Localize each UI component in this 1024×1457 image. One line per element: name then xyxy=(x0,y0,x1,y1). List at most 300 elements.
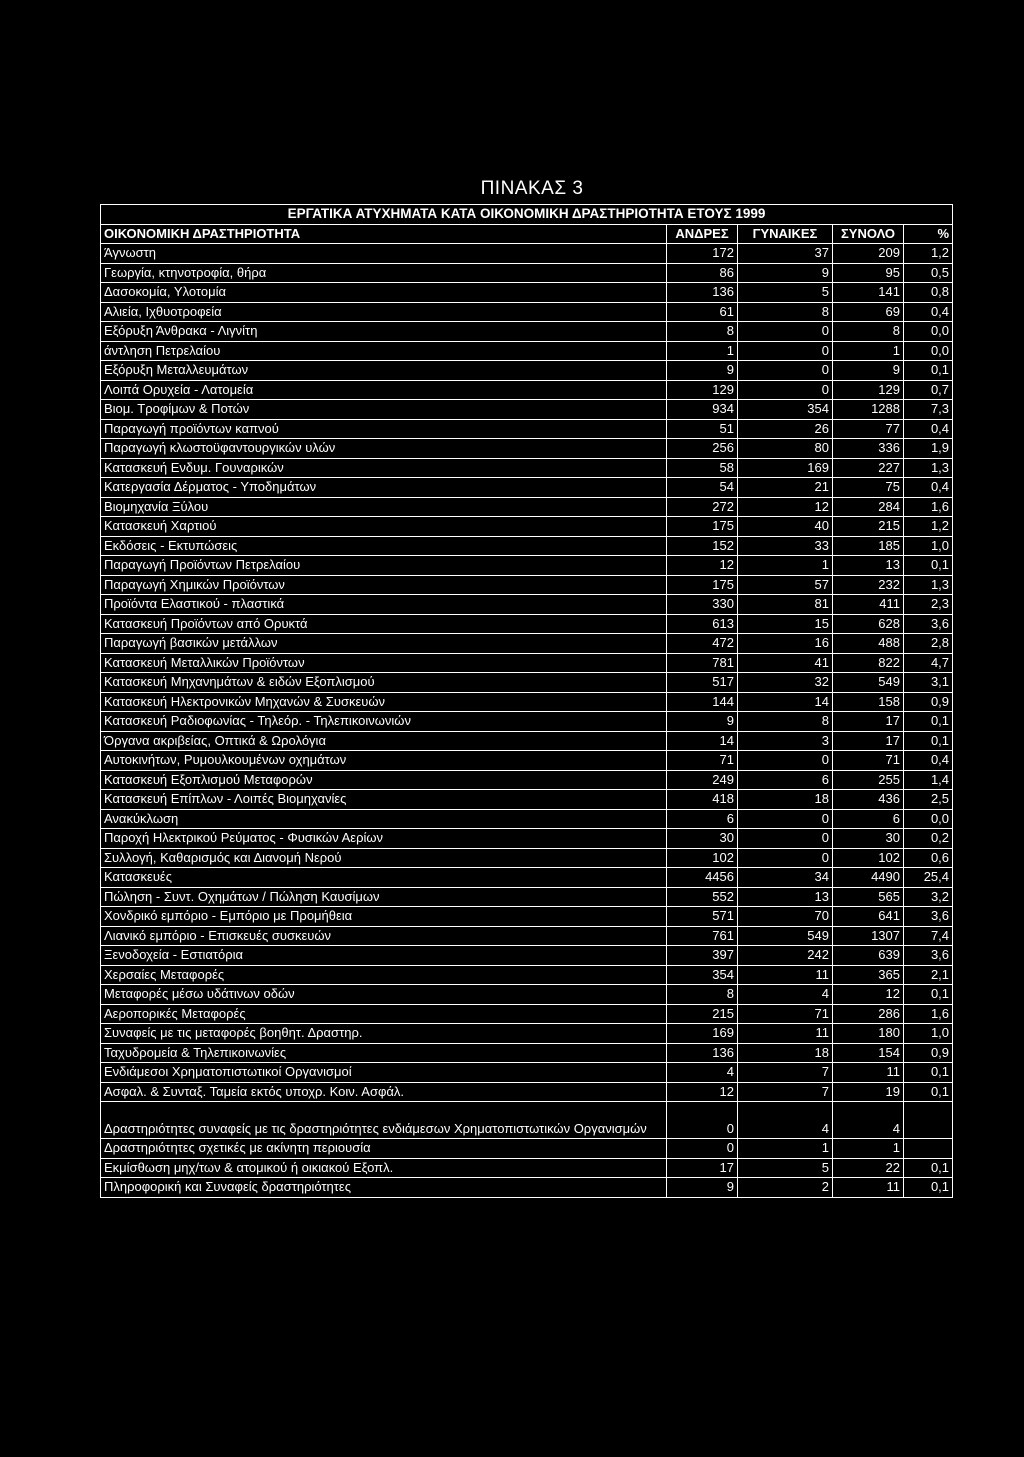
men-cell: 58 xyxy=(667,458,738,478)
activity-cell: Άγνωστη xyxy=(101,244,667,264)
percent-cell: 0,1 xyxy=(904,361,953,381)
total-cell: 17 xyxy=(833,712,904,732)
total-cell: 336 xyxy=(833,439,904,459)
total-cell: 628 xyxy=(833,614,904,634)
women-cell: 11 xyxy=(738,1024,833,1044)
total-cell: 71 xyxy=(833,751,904,771)
activity-cell: Κατασκευή Ηλεκτρονικών Μηχανών & Συσκευών xyxy=(101,692,667,712)
women-cell: 26 xyxy=(738,419,833,439)
men-cell: 249 xyxy=(667,770,738,790)
percent-cell: 0,1 xyxy=(904,556,953,576)
table-row xyxy=(101,341,953,361)
men-cell: 0 xyxy=(667,1102,738,1139)
percent-cell: 0,1 xyxy=(904,1082,953,1102)
activity-cell: Κατασκευή Εξοπλισμού Μεταφορών xyxy=(101,770,667,790)
activity-cell: Εκδόσεις - Εκτυπώσεις xyxy=(101,536,667,556)
percent-cell xyxy=(904,1139,953,1159)
percent-cell: 0,4 xyxy=(904,302,953,322)
percent-cell: 1,2 xyxy=(904,517,953,537)
activity-cell: Πώληση - Συντ. Οχημάτων / Πώληση Καυσίμων xyxy=(101,887,667,907)
table-row xyxy=(101,614,953,634)
activity-cell: Συναφείς με τις μεταφορές βοηθητ. Δραστηρ. xyxy=(101,1024,667,1044)
table-row xyxy=(101,478,953,498)
activity-cell: Γεωργία, κτηνοτροφία, θήρα xyxy=(101,263,667,283)
activity-cell: Παραγωγή βασικών μετάλλων xyxy=(101,634,667,654)
percent-cell: 0,0 xyxy=(904,809,953,829)
men-cell: 552 xyxy=(667,887,738,907)
men-cell: 8 xyxy=(667,985,738,1005)
activity-cell: Αλιεία, Ιχθυοτροφεία xyxy=(101,302,667,322)
table-row xyxy=(101,751,953,771)
total-cell: 30 xyxy=(833,829,904,849)
percent-cell: 3,6 xyxy=(904,946,953,966)
activity-cell: Αεροπορικές Μεταφορές xyxy=(101,1004,667,1024)
men-cell: 272 xyxy=(667,497,738,517)
women-cell: 14 xyxy=(738,692,833,712)
total-cell: 11 xyxy=(833,1178,904,1198)
percent-cell: 0,1 xyxy=(904,712,953,732)
women-cell: 242 xyxy=(738,946,833,966)
percent-cell: 4,7 xyxy=(904,653,953,673)
table-row xyxy=(101,595,953,615)
activity-cell: Προϊόντα Ελαστικού - πλαστικά xyxy=(101,595,667,615)
table-row xyxy=(101,302,953,322)
header-total: ΣΥΝΟΛΟ xyxy=(833,224,904,244)
total-cell: 549 xyxy=(833,673,904,693)
percent-cell: 0,0 xyxy=(904,341,953,361)
total-cell: 75 xyxy=(833,478,904,498)
activity-cell: Κατασκευή Χαρτιού xyxy=(101,517,667,537)
men-cell: 102 xyxy=(667,848,738,868)
table-row xyxy=(101,439,953,459)
women-cell: 0 xyxy=(738,809,833,829)
men-cell: 418 xyxy=(667,790,738,810)
women-cell: 33 xyxy=(738,536,833,556)
men-cell: 12 xyxy=(667,556,738,576)
men-cell: 9 xyxy=(667,712,738,732)
men-cell: 9 xyxy=(667,361,738,381)
table-row xyxy=(101,790,953,810)
total-cell: 1288 xyxy=(833,400,904,420)
table-row xyxy=(101,673,953,693)
women-cell: 169 xyxy=(738,458,833,478)
total-cell: 4 xyxy=(833,1102,904,1139)
women-cell: 9 xyxy=(738,263,833,283)
women-cell: 7 xyxy=(738,1082,833,1102)
table-row xyxy=(101,712,953,732)
table-row xyxy=(101,946,953,966)
total-cell: 102 xyxy=(833,848,904,868)
total-cell: 365 xyxy=(833,965,904,985)
table-row xyxy=(101,653,953,673)
women-cell: 6 xyxy=(738,770,833,790)
total-cell: 488 xyxy=(833,634,904,654)
total-cell: 822 xyxy=(833,653,904,673)
table-row xyxy=(101,965,953,985)
table-row xyxy=(101,536,953,556)
men-cell: 934 xyxy=(667,400,738,420)
total-cell: 286 xyxy=(833,1004,904,1024)
table-header-row xyxy=(101,224,953,244)
activity-cell: Κατεργασία Δέρματος - Υποδημάτων xyxy=(101,478,667,498)
women-cell: 8 xyxy=(738,712,833,732)
women-cell: 5 xyxy=(738,1158,833,1178)
women-cell: 1 xyxy=(738,1139,833,1159)
total-cell: 154 xyxy=(833,1043,904,1063)
total-cell: 1 xyxy=(833,341,904,361)
women-cell: 80 xyxy=(738,439,833,459)
percent-cell: 1,3 xyxy=(904,575,953,595)
activity-cell: Παραγωγή προϊόντων καπνού xyxy=(101,419,667,439)
percent-cell: 7,3 xyxy=(904,400,953,420)
women-cell: 2 xyxy=(738,1178,833,1198)
men-cell: 1 xyxy=(667,341,738,361)
total-cell: 158 xyxy=(833,692,904,712)
percent-cell: 0,1 xyxy=(904,1178,953,1198)
men-cell: 12 xyxy=(667,1082,738,1102)
table-row xyxy=(101,517,953,537)
percent-cell: 0,4 xyxy=(904,478,953,498)
percent-cell: 0,0 xyxy=(904,322,953,342)
percent-cell: 3,1 xyxy=(904,673,953,693)
total-cell: 13 xyxy=(833,556,904,576)
total-cell: 129 xyxy=(833,380,904,400)
total-cell: 141 xyxy=(833,283,904,303)
men-cell: 136 xyxy=(667,283,738,303)
men-cell: 517 xyxy=(667,673,738,693)
activity-cell: Κατασκευές xyxy=(101,868,667,888)
activity-cell: Κατασκευή Μεταλλικών Προϊόντων xyxy=(101,653,667,673)
total-cell: 22 xyxy=(833,1158,904,1178)
accidents-table xyxy=(100,204,953,1198)
men-cell: 175 xyxy=(667,575,738,595)
table-row xyxy=(101,907,953,927)
activity-cell: Κατασκευή Ενδυμ. Γουναρικών xyxy=(101,458,667,478)
activity-cell: άντληση Πετρελαίου xyxy=(101,341,667,361)
header-percent: % xyxy=(904,224,953,244)
women-cell: 8 xyxy=(738,302,833,322)
men-cell: 613 xyxy=(667,614,738,634)
percent-cell: 3,2 xyxy=(904,887,953,907)
women-cell: 4 xyxy=(738,1102,833,1139)
total-cell: 565 xyxy=(833,887,904,907)
total-cell: 95 xyxy=(833,263,904,283)
table-row xyxy=(101,809,953,829)
activity-cell: Δραστηριότητες συναφείς με τις δραστηριότητες ενδιάμεσων Χρηματοπιστωτικών Οργανισμών xyxy=(101,1102,667,1139)
percent-cell: 0,1 xyxy=(904,1063,953,1083)
percent-cell: 2,1 xyxy=(904,965,953,985)
women-cell: 7 xyxy=(738,1063,833,1083)
activity-cell: Παραγωγή Προϊόντων Πετρελαίου xyxy=(101,556,667,576)
table-row xyxy=(101,770,953,790)
men-cell: 152 xyxy=(667,536,738,556)
percent-cell: 0,5 xyxy=(904,263,953,283)
total-cell: 12 xyxy=(833,985,904,1005)
table-body xyxy=(101,244,953,1198)
percent-cell: 1,2 xyxy=(904,244,953,264)
percent-cell: 2,5 xyxy=(904,790,953,810)
women-cell: 11 xyxy=(738,965,833,985)
activity-cell: Αυτοκινήτων, Ρυμουλκουμένων οχημάτων xyxy=(101,751,667,771)
men-cell: 61 xyxy=(667,302,738,322)
percent-cell: 0,4 xyxy=(904,419,953,439)
table-row xyxy=(101,887,953,907)
total-cell: 69 xyxy=(833,302,904,322)
table-row xyxy=(101,829,953,849)
activity-cell: Ανακύκλωση xyxy=(101,809,667,829)
percent-cell: 1,6 xyxy=(904,497,953,517)
men-cell: 136 xyxy=(667,1043,738,1063)
women-cell: 12 xyxy=(738,497,833,517)
total-cell: 411 xyxy=(833,595,904,615)
percent-cell: 1,0 xyxy=(904,1024,953,1044)
women-cell: 32 xyxy=(738,673,833,693)
women-cell: 41 xyxy=(738,653,833,673)
total-cell: 227 xyxy=(833,458,904,478)
percent-cell: 1,9 xyxy=(904,439,953,459)
men-cell: 215 xyxy=(667,1004,738,1024)
men-cell: 8 xyxy=(667,322,738,342)
activity-cell: Όργανα ακριβείας, Οπτικά & Ωρολόγια xyxy=(101,731,667,751)
percent-cell: 2,3 xyxy=(904,595,953,615)
women-cell: 13 xyxy=(738,887,833,907)
women-cell: 0 xyxy=(738,848,833,868)
women-cell: 5 xyxy=(738,283,833,303)
activity-cell: Πληροφορική και Συναφείς δραστηριότητες xyxy=(101,1178,667,1198)
women-cell: 549 xyxy=(738,926,833,946)
women-cell: 81 xyxy=(738,595,833,615)
men-cell: 761 xyxy=(667,926,738,946)
activity-cell: Κατασκευή Επίπλων - Λοιπές Βιομηχανίες xyxy=(101,790,667,810)
table-row xyxy=(101,400,953,420)
total-cell: 215 xyxy=(833,517,904,537)
activity-cell: Λιανικό εμπόριο - Επισκευές συσκευών xyxy=(101,926,667,946)
women-cell: 0 xyxy=(738,322,833,342)
total-cell: 17 xyxy=(833,731,904,751)
table-row xyxy=(101,1063,953,1083)
activity-cell: Εξόρυξη Άνθρακα - Λιγνίτη xyxy=(101,322,667,342)
total-cell: 436 xyxy=(833,790,904,810)
women-cell: 70 xyxy=(738,907,833,927)
table-row xyxy=(101,361,953,381)
activity-cell: Συλλογή, Καθαρισμός και Διανομή Νερού xyxy=(101,848,667,868)
activity-cell: Χονδρικό εμπόριο - Εμπόριο με Προμήθεια xyxy=(101,907,667,927)
men-cell: 0 xyxy=(667,1139,738,1159)
percent-cell: 0,2 xyxy=(904,829,953,849)
men-cell: 9 xyxy=(667,1178,738,1198)
men-cell: 86 xyxy=(667,263,738,283)
men-cell: 256 xyxy=(667,439,738,459)
women-cell: 40 xyxy=(738,517,833,537)
percent-cell: 0,6 xyxy=(904,848,953,868)
activity-cell: Ξενοδοχεία - Εστιατόρια xyxy=(101,946,667,966)
table-row xyxy=(101,731,953,751)
percent-cell: 0,4 xyxy=(904,751,953,771)
table-row xyxy=(101,244,953,264)
percent-cell: 0,1 xyxy=(904,1158,953,1178)
men-cell: 30 xyxy=(667,829,738,849)
activity-cell: Παραγωγή Χημικών Προϊόντων xyxy=(101,575,667,595)
table-row xyxy=(101,634,953,654)
percent-cell: 3,6 xyxy=(904,907,953,927)
men-cell: 14 xyxy=(667,731,738,751)
women-cell: 21 xyxy=(738,478,833,498)
percent-cell: 0,1 xyxy=(904,731,953,751)
percent-cell: 1,6 xyxy=(904,1004,953,1024)
men-cell: 354 xyxy=(667,965,738,985)
activity-cell: Εκμίσθωση μηχ/των & ατομικού ή οικιακού Εξοπλ. xyxy=(101,1158,667,1178)
women-cell: 34 xyxy=(738,868,833,888)
activity-cell: Χερσαίες Μεταφορές xyxy=(101,965,667,985)
women-cell: 18 xyxy=(738,1043,833,1063)
table-row xyxy=(101,1102,953,1139)
percent-cell: 0,7 xyxy=(904,380,953,400)
activity-cell: Κατασκευή Ραδιοφωνίας - Τηλεόρ. - Τηλεπικοινωνιών xyxy=(101,712,667,732)
men-cell: 51 xyxy=(667,419,738,439)
table-row xyxy=(101,1004,953,1024)
women-cell: 4 xyxy=(738,985,833,1005)
table-row xyxy=(101,1158,953,1178)
total-cell: 6 xyxy=(833,809,904,829)
total-cell: 77 xyxy=(833,419,904,439)
activity-cell: Εξόρυξη Μεταλλευμάτων xyxy=(101,361,667,381)
table-row xyxy=(101,458,953,478)
table-row xyxy=(101,692,953,712)
men-cell: 4456 xyxy=(667,868,738,888)
percent-cell: 7,4 xyxy=(904,926,953,946)
women-cell: 37 xyxy=(738,244,833,264)
percent-cell: 0,8 xyxy=(904,283,953,303)
table-row xyxy=(101,1043,953,1063)
table-row xyxy=(101,283,953,303)
men-cell: 17 xyxy=(667,1158,738,1178)
table-row xyxy=(101,1178,953,1198)
percent-cell: 0,1 xyxy=(904,985,953,1005)
men-cell: 129 xyxy=(667,380,738,400)
men-cell: 6 xyxy=(667,809,738,829)
total-cell: 1307 xyxy=(833,926,904,946)
activity-cell: Βιομ. Τροφίμων & Ποτών xyxy=(101,400,667,420)
women-cell: 0 xyxy=(738,361,833,381)
table-row xyxy=(101,1139,953,1159)
women-cell: 15 xyxy=(738,614,833,634)
total-cell: 1 xyxy=(833,1139,904,1159)
table-row xyxy=(101,926,953,946)
women-cell: 354 xyxy=(738,400,833,420)
header-activity: ΟΙΚΟΝΟΜΙΚΗ ΔΡΑΣΤΗΡΙΟΤΗΤΑ xyxy=(101,224,667,244)
table-row xyxy=(101,575,953,595)
activity-cell: Μεταφορές μέσω υδάτινων οδών xyxy=(101,985,667,1005)
men-cell: 169 xyxy=(667,1024,738,1044)
women-cell: 57 xyxy=(738,575,833,595)
percent-cell xyxy=(904,1102,953,1139)
percent-cell: 2,8 xyxy=(904,634,953,654)
activity-cell: Βιομηχανία Ξύλου xyxy=(101,497,667,517)
activity-cell: Λοιπά Ορυχεία - Λατομεία xyxy=(101,380,667,400)
total-cell: 284 xyxy=(833,497,904,517)
men-cell: 571 xyxy=(667,907,738,927)
header-men: ΑΝΔΡΕΣ xyxy=(667,224,738,244)
activity-cell: Ταχυδρομεία & Τηλεπικοινωνίες xyxy=(101,1043,667,1063)
table-row xyxy=(101,419,953,439)
men-cell: 175 xyxy=(667,517,738,537)
women-cell: 18 xyxy=(738,790,833,810)
men-cell: 144 xyxy=(667,692,738,712)
women-cell: 71 xyxy=(738,1004,833,1024)
total-cell: 639 xyxy=(833,946,904,966)
total-cell: 232 xyxy=(833,575,904,595)
total-cell: 4490 xyxy=(833,868,904,888)
percent-cell: 25,4 xyxy=(904,868,953,888)
total-cell: 8 xyxy=(833,322,904,342)
table-row xyxy=(101,380,953,400)
men-cell: 172 xyxy=(667,244,738,264)
percent-cell: 0,9 xyxy=(904,692,953,712)
women-cell: 16 xyxy=(738,634,833,654)
page-title: ΠΙΝΑΚΑΣ 3 xyxy=(480,178,584,199)
table-row xyxy=(101,322,953,342)
men-cell: 397 xyxy=(667,946,738,966)
men-cell: 330 xyxy=(667,595,738,615)
total-cell: 255 xyxy=(833,770,904,790)
men-cell: 781 xyxy=(667,653,738,673)
women-cell: 0 xyxy=(738,341,833,361)
total-cell: 9 xyxy=(833,361,904,381)
table-row xyxy=(101,263,953,283)
accidents-table-container xyxy=(100,204,952,1198)
table-row xyxy=(101,985,953,1005)
total-cell: 185 xyxy=(833,536,904,556)
men-cell: 4 xyxy=(667,1063,738,1083)
table-row xyxy=(101,868,953,888)
header-women: ΓΥΝΑΙΚΕΣ xyxy=(738,224,833,244)
women-cell: 3 xyxy=(738,731,833,751)
activity-cell: Κατασκευή Προϊόντων από Ορυκτά xyxy=(101,614,667,634)
table-title-row xyxy=(101,205,953,225)
women-cell: 0 xyxy=(738,829,833,849)
women-cell: 1 xyxy=(738,556,833,576)
table-row xyxy=(101,1082,953,1102)
total-cell: 641 xyxy=(833,907,904,927)
percent-cell: 1,3 xyxy=(904,458,953,478)
percent-cell: 0,9 xyxy=(904,1043,953,1063)
total-cell: 19 xyxy=(833,1082,904,1102)
activity-cell: Παραγωγή κλωστοϋφαντουργικών υλών xyxy=(101,439,667,459)
activity-cell: Δραστηριότητες σχετικές με ακίνητη περιουσία xyxy=(101,1139,667,1159)
table-title: ΕΡΓΑΤΙΚΑ ΑΤΥΧΗΜΑΤΑ ΚΑΤΑ ΟΙΚΟΝΟΜΙΚΗ ΔΡΑΣΤΗΡΙΟΤΗΤΑ ΕΤΟΥΣ 1999 xyxy=(101,205,953,225)
men-cell: 54 xyxy=(667,478,738,498)
percent-cell: 3,6 xyxy=(904,614,953,634)
men-cell: 472 xyxy=(667,634,738,654)
table-row xyxy=(101,556,953,576)
total-cell: 11 xyxy=(833,1063,904,1083)
activity-cell: Κατασκευή Μηχανημάτων & ειδών Εξοπλισμού xyxy=(101,673,667,693)
percent-cell: 1,4 xyxy=(904,770,953,790)
total-cell: 209 xyxy=(833,244,904,264)
activity-cell: Δασοκομία, Υλοτομία xyxy=(101,283,667,303)
total-cell: 180 xyxy=(833,1024,904,1044)
women-cell: 0 xyxy=(738,751,833,771)
activity-cell: Ενδιάμεσοι Χρηματοπιστωτικοί Οργανισμοί xyxy=(101,1063,667,1083)
table-row xyxy=(101,848,953,868)
activity-cell: Παροχή Ηλεκτρικού Ρεύματος - Φυσικών Αερίων xyxy=(101,829,667,849)
table-row xyxy=(101,1024,953,1044)
women-cell: 0 xyxy=(738,380,833,400)
men-cell: 71 xyxy=(667,751,738,771)
table-row xyxy=(101,497,953,517)
activity-cell: Ασφαλ. & Συνταξ. Ταμεία εκτός υποχρ. Κοιν. Ασφάλ. xyxy=(101,1082,667,1102)
percent-cell: 1,0 xyxy=(904,536,953,556)
